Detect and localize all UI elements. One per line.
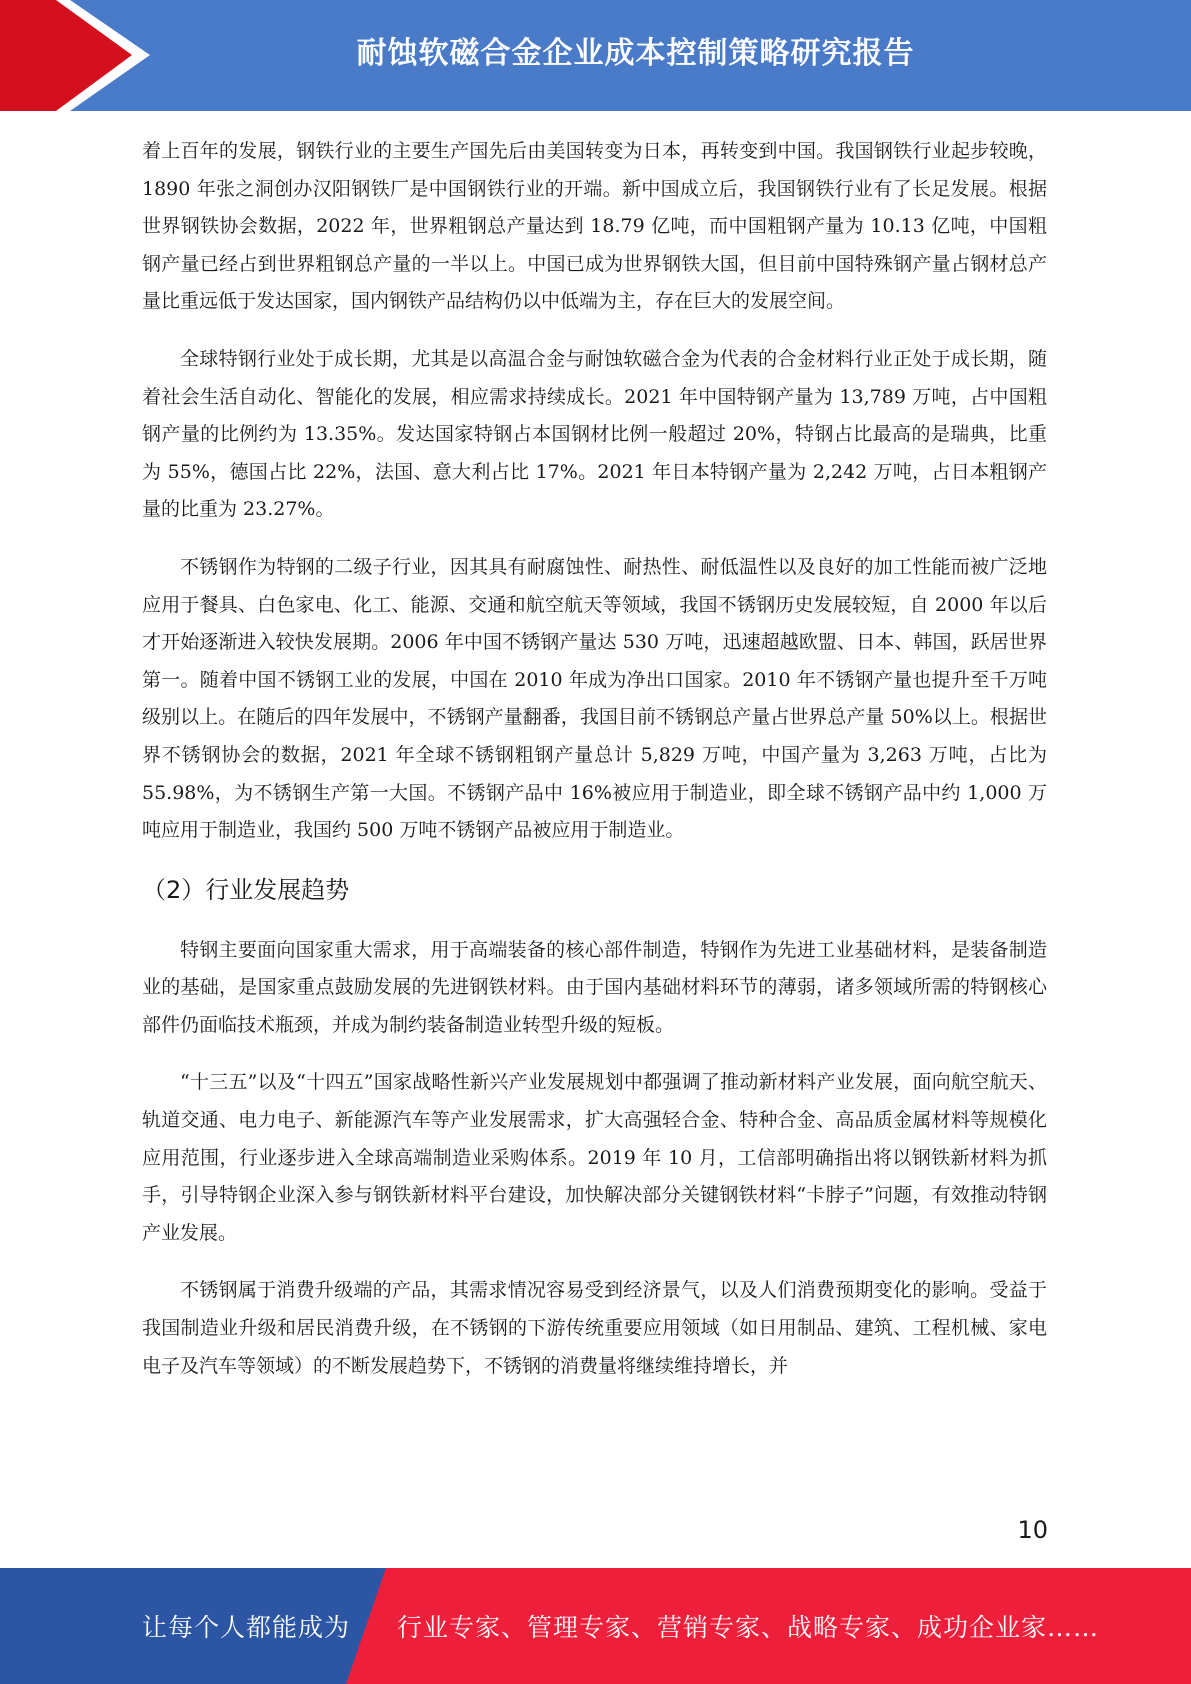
section-heading: （2）行业发展趋势: [142, 875, 350, 904]
paragraph-1: 着上百年的发展，钢铁行业的主要生产国先后由美国转变为日本，再转变到中国。我国钢铁行业起步较晚，1890 年张之洞创办汉阳钢铁厂是中国钢铁行业的开端。新中国成立后，我国钢铁行业有了长足发展。根据世界钢铁协会数据，2022 年，世界粗钢总产量达到 18.79 亿吨，而中国粗钢产量为 10.13 亿吨，中国粗钢产量已经占到世界粗钢总产量的一半以上。中国已成为世界钢铁大国，但目前中国特殊钢产量占钢材总产量比重远低于发达国家，国内钢铁产品结构仍以中低端为主，存在巨大的发展空间。: [142, 140, 1047, 313]
footer-band: [0, 1568, 1191, 1684]
paragraph-4: 特钢主要面向国家重大需求，用于高端装备的核心部件制造，特钢作为先进工业基础材料，是装备制造业的基础，是国家重点鼓励发展的先进钢铁材料。由于国内基础材料环节的薄弱，诸多领域所需的特钢核心部件仍面临技术瓶颈，并成为制约装备制造业转型升级的短板。: [142, 938, 1047, 1036]
page-number: 10: [1017, 1516, 1048, 1544]
paragraph-6: 不锈钢属于消费升级端的产品，其需求情况容易受到经济景气，以及人们消费预期变化的影响。受益于我国制造业升级和居民消费升级，在不锈钢的下游传统重要应用领域（如日用制品、建筑、工程机械、家电电子及汽车等领域）的不断发展趋势下，不锈钢的消费量将继续维持增长，并: [142, 1279, 1047, 1377]
footer-slogan-left: 让每个人都能成为: [142, 1613, 351, 1642]
header-chevron-decoration: [0, 0, 150, 111]
report-title: 耐蚀软磁合金企业成本控制策略研究报告: [356, 36, 915, 71]
header-band: [0, 0, 1191, 111]
paragraph-2: 全球特钢行业处于成长期，尤其是以高温合金与耐蚀软磁合金为代表的合金材料行业正处于成长期，随着社会生活自动化、智能化的发展，相应需求持续成长。2021 年中国特钢产量为 13,789 万吨，占中国粗钢产量的比例约为 13.35%。发达国家特钢占本国钢材比例一般超过 20%，特钢占比最高的是瑞典，比重为 55%，德国占比 22%，法国、意大利占比 17%。2021 年日本特钢产量为 2,242 万吨，占日本粗钢产量的比重为 23.27%。: [142, 347, 1047, 521]
paragraph-5: “十三五”以及“十四五”国家战略性新兴产业发展规划中都强调了推动新材料产业发展，面向航空航天、轨道交通、电力电子、新能源汽车等产业发展需求，扩大高强轻合金、特种合金、高品质金属材料等规模化应用范围，行业逐步进入全球高端制造业采购体系。2019 年 10 月，工信部明确指出将以钢铁新材料为抓手，引导特钢企业深入参与钢铁新材料平台建设，加快解决部分关键钢铁材料“卡脖子”问题，有效推动特钢产业发展。: [142, 1071, 1047, 1244]
footer-slogan-right: 行业专家、管理专家、营销专家、战略专家、成功企业家……: [397, 1613, 1100, 1642]
paragraph-3: 不锈钢作为特钢的二级子行业，因其具有耐腐蚀性、耐热性、耐低温性以及良好的加工性能而被广泛地应用于餐具、白色家电、化工、能源、交通和航空航天等领域，我国不锈钢历史发展较短，自 2000 年以后才开始逐渐进入较快发展期。2006 年中国不锈钢产量达 530 万吨，迅速超越欧盟、日本、韩国，跃居世界第一。随着中国不锈钢工业的发展，中国在 2010 年成为净出口国家。2010 年不锈钢产量也提升至千万吨级别以上。在随后的四年发展中，不锈钢产量翻番，我国目前不锈钢总产量占世界总产量 50%以上。根据世界不锈钢协会的数据，2021 年全球不锈钢粗钢产量总计 5,829 万吨，中国产量为 3,263 万吨，占比为 55.98%，为不锈钢生产第一大国。不锈钢产品中 16%被应用于制造业，即全球不锈钢产品中约 1,000 万吨应用于制造业，我国约 500 万吨不锈钢产品被应用于制造业。: [142, 555, 1047, 842]
page-content: [142, 133, 1047, 1405]
